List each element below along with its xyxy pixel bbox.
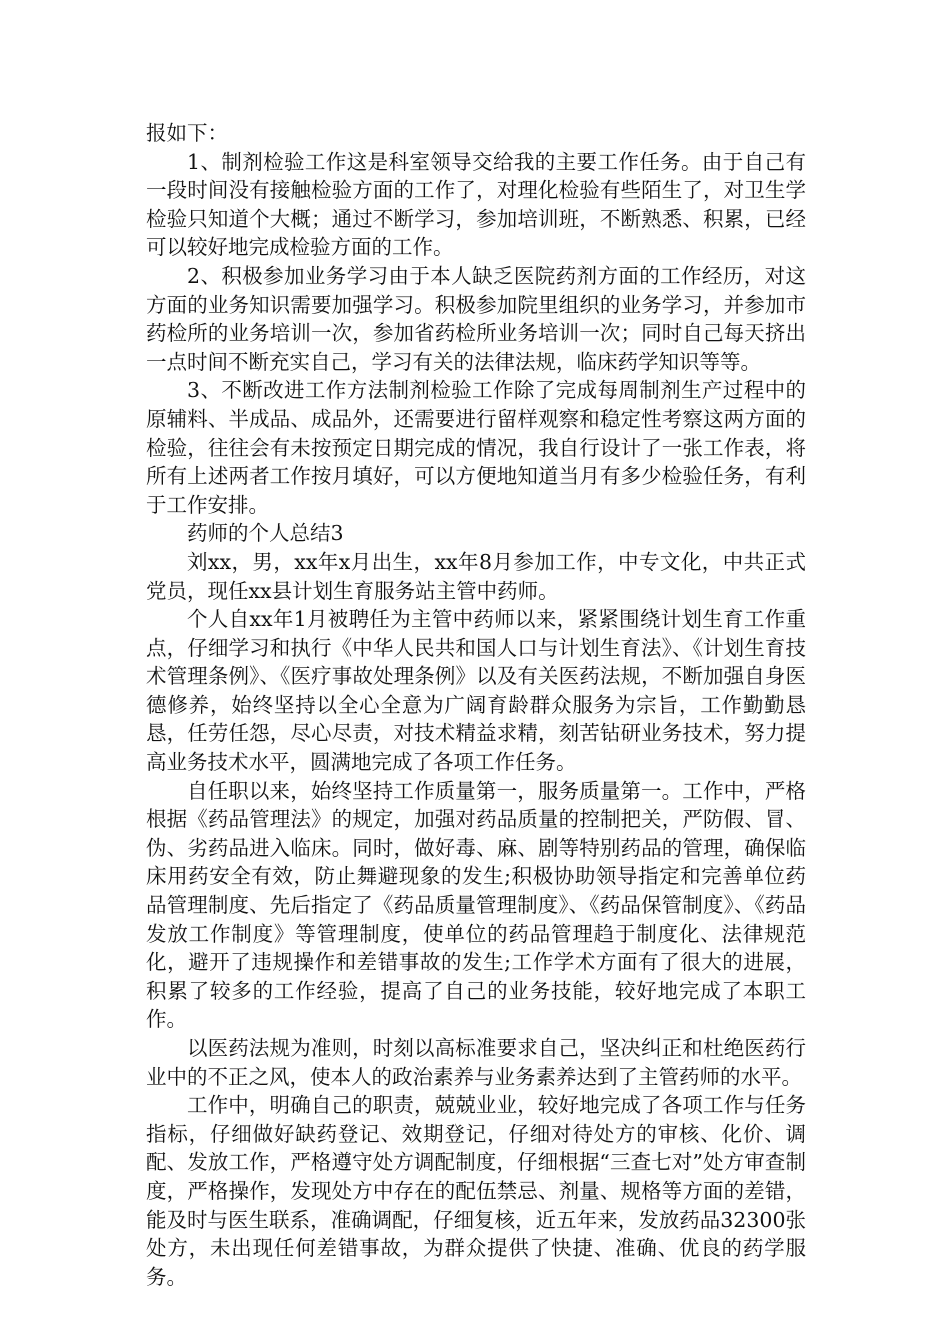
paragraph-item-1: 1、制剂检验工作这是科室领导交给我的主要工作任务。由于自己有一段时间没有接触检验方面的工作了，对理化检验有些陌生了，对卫生学检验只知道个大概；通过不断学习，参加培训班，不断熟悉、积累，已经可以较好地完成检验方面的工作。 bbox=[146, 149, 806, 260]
paragraph-body-3: 以医药法规为准则，时刻以高标准要求自己，坚决纠正和杜绝医药行业中的不正之风，使本人的政治素养与业务素养达到了主管药师的水平。 bbox=[146, 1036, 806, 1089]
paragraph-item-3: 3、不断改进工作方法制剂检验工作除了完成每周制剂生产过程中的原辅料、半成品、成品外，还需要进行留样观察和稳定性考察这两方面的检验，往往会有未按预定日期完成的情况，我自行设计了一张工作表，将所有上述两者工作按月填好，可以方便地知道当月有多少检验任务，有利于工作安排。 bbox=[146, 378, 806, 517]
paragraph-body-2: 自任职以来，始终坚持工作质量第一，服务质量第一。工作中，严格根据《药品管理法》的规定，加强对药品质量的控制把关，严防假、冒、伪、劣药品进入临床。同时，做好毒、麻、剧等特别药品的管理，确保临床用药安全有效，防止舞避现象的发生;积极协助领导指定和完善单位药品管理制度、先后指定了《药品质量管理制度》、《药品保管制度》、《药品发放工作制度》等管理制度，使单位的药品管理趋于制度化、法律规范化，避开了违规操作和差错事故的发生;工作学术方面有了很大的进展，积累了较多的工作经验，提高了自己的业务技能，较好地完成了本职工作。 bbox=[146, 778, 806, 1032]
document-body bbox=[146, 119, 806, 1291]
paragraph-intro: 刘xx，男，xx年x月出生，xx年8月参加工作，中专文化，中共正式党员，现任xx县计划生育服务站主管中药师。 bbox=[146, 549, 806, 603]
section-heading: 药师的个人总结3 bbox=[187, 521, 344, 546]
paragraph-continuation: 报如下： bbox=[146, 121, 228, 145]
paragraph-body-1: 个人自xx年1月被聘任为主管中药师以来，紧紧围绕计划生育工作重点，仔细学习和执行《中华人民共和国人口与计划生育法》、《计划生育技术管理条例》、《医疗事故处理条例》以及有关医药法规，不断加强自身医德修养，始终坚持以全心全意为广阔育龄群众服务为宗旨，工作勤勤恳恳，任劳任怨，尽心尽责，对技术精益求精，刻苦钻研业务技术，努力提高业务技术水平，圆满地完成了各项工作任务。 bbox=[146, 607, 806, 775]
paragraph-item-2: 2、积极参加业务学习由于本人缺乏医院药剂方面的工作经历，对这方面的业务知识需要加强学习。积极参加院里组织的业务学习，并参加市药检所的业务培训一次，参加省药检所业务培训一次；同时自己每天挤出一点时间不断充实自己，学习有关的法律法规，临床药学知识等等。 bbox=[146, 263, 806, 374]
paragraph-body-4: 工作中，明确自己的职责，兢兢业业，较好地完成了各项工作与任务指标，仔细做好缺药登记、效期登记，仔细对待处方的审核、化价、调配、发放工作，严格遵守处方调配制度，仔细根据“三查七对”处方审查制度，严格操作，发现处方中存在的配伍禁忌、剂量、规格等方面的差错，能及时与医生联系，准确调配，仔细复核，近五年来，发放药品32300张处方，未出现任何差错事故，为群众提供了快捷、准确、优良的药学服务。 bbox=[146, 1093, 806, 1289]
